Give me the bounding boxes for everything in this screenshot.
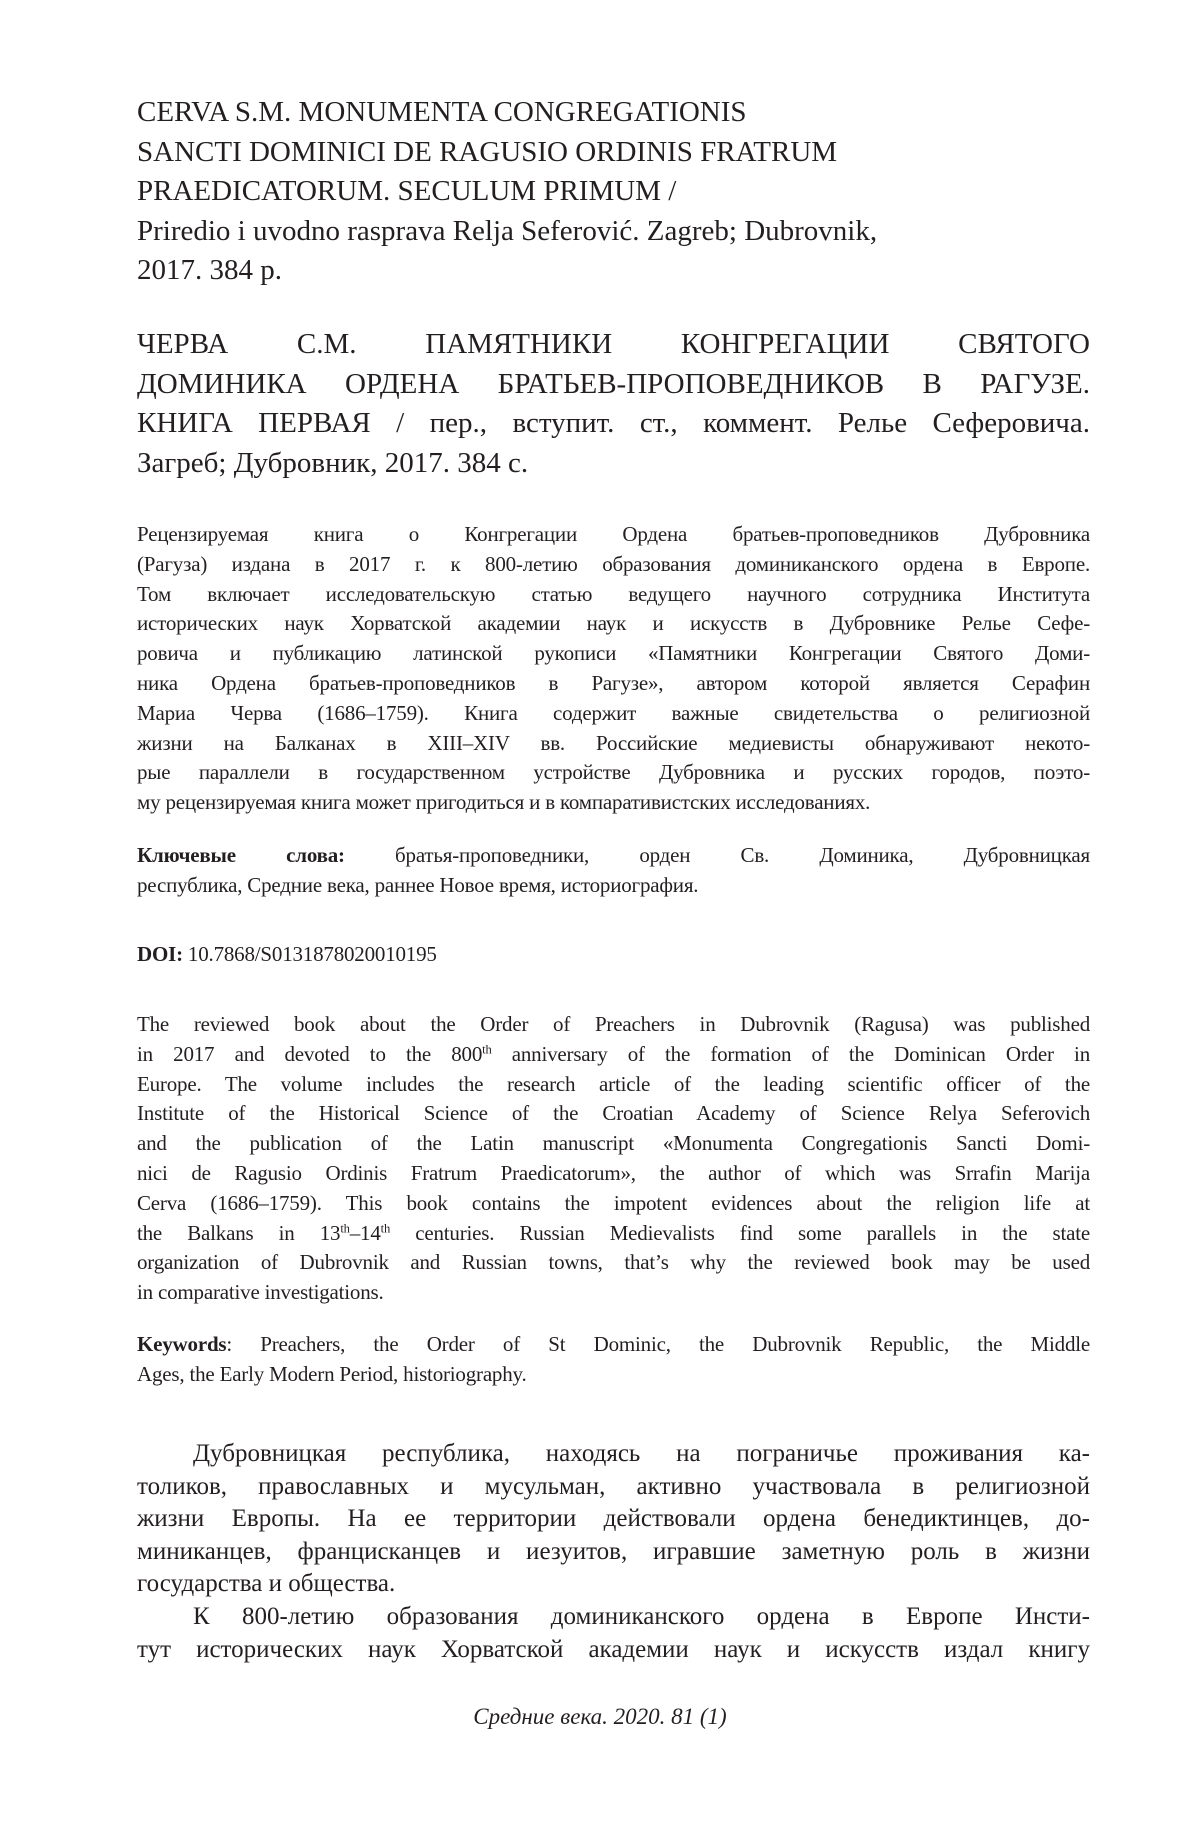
superscript: th — [340, 1221, 349, 1235]
text-segment: –14 — [350, 1221, 381, 1245]
text-line: organization of Dubrovnik and Russian towns, that’s why the reviewed book may be used — [137, 1248, 1090, 1278]
russian-title — [137, 325, 1090, 483]
keywords-en-label: Keywords — [137, 1332, 226, 1356]
text-line: CERVA S.M. MONUMENTA CONGREGATIONIS — [137, 93, 1090, 133]
keywords-en-text: Ages, the Early Modern Period, historiography. — [137, 1360, 1090, 1390]
keywords-en-text: : Preachers, the Order of St Dominic, the Dubrovnik Republic, the Middle — [226, 1332, 1090, 1356]
text-line: рые параллели в государственном устройстве Дубровника и русских городов, поэто- — [137, 758, 1090, 788]
text-line: К 800-летию образования доминиканского ордена в Европе Инсти- — [137, 1601, 1090, 1634]
text-line: КНИГА ПЕРВАЯ / пер., вступит. ст., коммент. Релье Сеферовича. — [137, 404, 1090, 444]
text-line: ЧЕРВА С.М. ПАМЯТНИКИ КОНГРЕГАЦИИ СВЯТОГО — [137, 325, 1090, 365]
text-line: толиков, православных и мусульман, активно участвовала в религиозной — [137, 1471, 1090, 1504]
text-line: 2017. 384 p. — [137, 251, 1090, 291]
superscript: th — [482, 1042, 491, 1056]
text-line: in comparative investigations. — [137, 1278, 1090, 1308]
text-line: государства и общества. — [137, 1568, 1090, 1601]
text-line: SANCTI DOMINICI DE RAGUSIO ORDINIS FRATRUM — [137, 133, 1090, 173]
text-line: Дубровницкая республика, находясь на пограничье проживания ка- — [137, 1438, 1090, 1471]
text-segment: anniversary of the formation of the Dominican Order in — [492, 1042, 1090, 1066]
text-line: му рецензируемая книга может пригодиться и в компаративистских исследованиях. — [137, 788, 1090, 818]
superscript: th — [381, 1221, 390, 1235]
text-line — [137, 1219, 1090, 1249]
text-line: Institute of the Historical Science of the Croatian Academy of Science Relya Seferovich — [137, 1099, 1090, 1129]
text-segment: in 2017 and devoted to the 800 — [137, 1042, 482, 1066]
text-line: The reviewed book about the Order of Preachers in Dubrovnik (Ragusa) was published — [137, 1010, 1090, 1040]
text-line: ДОМИНИКА ОРДЕНА БРАТЬЕВ-ПРОПОВЕДНИКОВ В РАГУЗЕ. — [137, 365, 1090, 405]
text-line: and the publication of the Latin manuscript «Monumenta Congregationis Sancti Domi- — [137, 1129, 1090, 1159]
text-line: исторических наук Хорватской академии наук и искусств в Дубровнике Релье Сефе- — [137, 609, 1090, 639]
text-line: ника Ордена братьев-проповедников в Рагузе», автором которой является Серафин — [137, 669, 1090, 699]
text-line: Рецензируемая книга о Конгрегации Ордена братьев-проповедников Дубровника — [137, 520, 1090, 550]
running-footer: Средние века. 2020. 81 (1) — [0, 1704, 1200, 1730]
text-line: Мариа Черва (1686–1759). Книга содержит важные свидетельства о религиозной — [137, 699, 1090, 729]
text-line: миниканцев, францисканцев и иезуитов, игравшие заметную роль в жизни — [137, 1536, 1090, 1569]
text-segment: centuries. Russian Medievalists find some parallels in the state — [390, 1221, 1090, 1245]
text-line: nici de Ragusio Ordinis Fratrum Praedicatorum», the author of which was Srrafin Marija — [137, 1159, 1090, 1189]
abstract-ru — [137, 520, 1090, 818]
text-line — [137, 1040, 1090, 1070]
latin-title — [137, 93, 1090, 291]
text-line: Загреб; Дубровник, 2017. 384 с. — [137, 444, 1090, 484]
body-paragraph-2 — [137, 1601, 1090, 1666]
text-line: PRAEDICATORUM. SECULUM PRIMUM / — [137, 172, 1090, 212]
keywords-ru-label: Ключевые слова: — [137, 843, 345, 867]
keywords-ru — [137, 841, 1090, 901]
body-paragraph-1 — [137, 1438, 1090, 1601]
text-segment: the Balkans in 13 — [137, 1221, 340, 1245]
text-line: Cerva (1686–1759). This book contains the impotent evidences about the religion life at — [137, 1189, 1090, 1219]
doi-value[interactable]: 10.7868/S0131878020010195 — [183, 942, 437, 966]
text-line: Том включает исследовательскую статью ведущего научного сотрудника Института — [137, 580, 1090, 610]
text-line: ровича и публикацию латинской рукописи «Памятники Конгрегации Святого Доми- — [137, 639, 1090, 669]
text-line: тут исторических наук Хорватской академии наук и искусств издал книгу — [137, 1634, 1090, 1667]
text-line: (Рагуза) издана в 2017 г. к 800-летию образования доминиканского ордена в Европе. — [137, 550, 1090, 580]
keywords-ru-text: братья-проповедники, орден Св. Доминика, Дубровницкая — [345, 843, 1090, 867]
doi — [137, 940, 1090, 970]
keywords-en — [137, 1330, 1090, 1390]
doi-label: DOI: — [137, 942, 183, 966]
keywords-ru-text: республика, Средние века, раннее Новое время, историография. — [137, 871, 1090, 901]
text-line: жизни Европы. На ее территории действовали ордена бенедиктинцев, до- — [137, 1503, 1090, 1536]
text-line: Priredio i uvodno rasprava Relja Seferović. Zagreb; Dubrovnik, — [137, 212, 1090, 252]
abstract-en — [137, 1010, 1090, 1308]
text-line: жизни на Балканах в XIII–XIV вв. Российские медиевисты обнаруживают некото- — [137, 729, 1090, 759]
text-line: Europe. The volume includes the research article of the leading scientific officer of the — [137, 1070, 1090, 1100]
